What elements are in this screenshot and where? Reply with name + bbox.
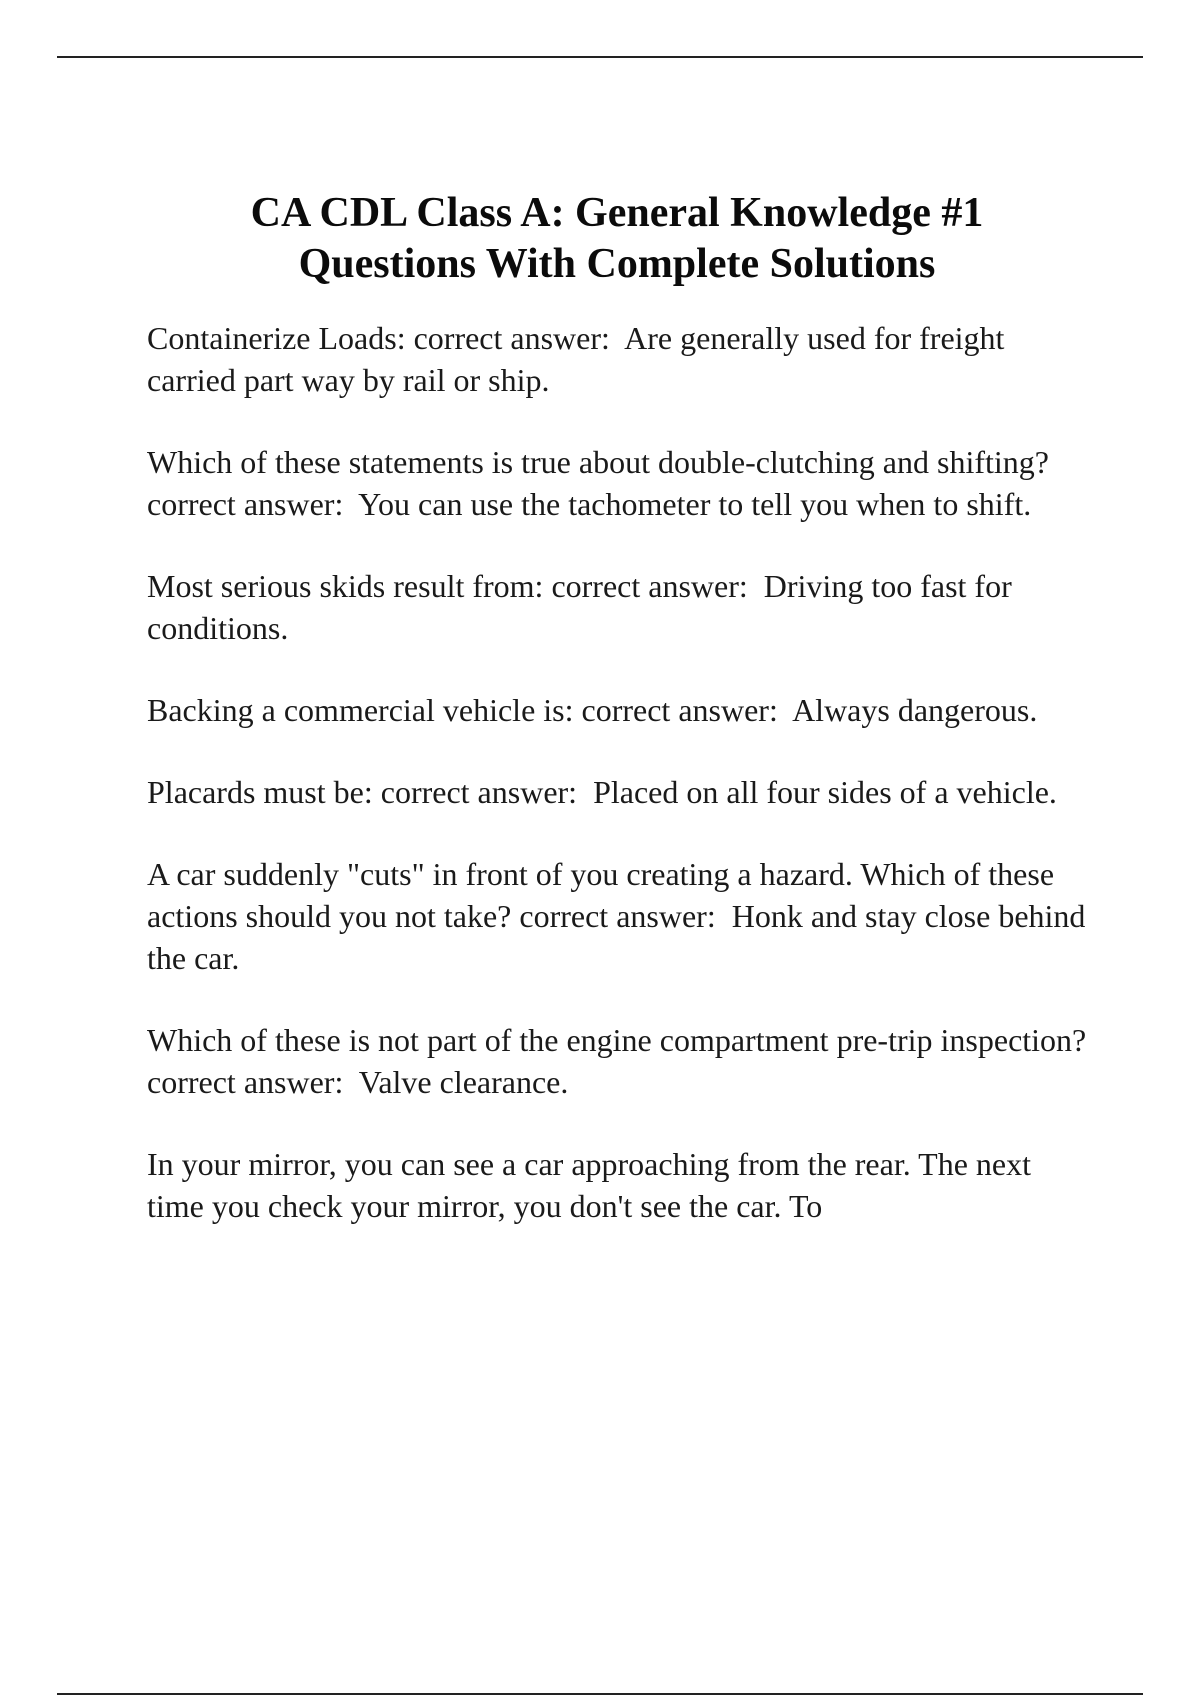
title-line-2: Questions With Complete Solutions bbox=[298, 241, 936, 287]
question-text: Most serious skids result from: bbox=[147, 568, 544, 604]
qa-entry bbox=[147, 853, 1094, 979]
bottom-rule bbox=[57, 1693, 1143, 1695]
qa-list bbox=[147, 317, 1094, 1227]
qa-entry-truncated bbox=[147, 1143, 1087, 1227]
question-text: Which of these statements is true about double-clutching and shifting? bbox=[147, 444, 1049, 480]
answer-text: Valve clearance. bbox=[358, 1064, 569, 1100]
question-text: Containerize Loads: bbox=[147, 320, 406, 356]
answer-marker: correct answer: bbox=[551, 568, 748, 604]
answer-text: Are generally used for freight carried part way by rail or ship. bbox=[147, 320, 1013, 398]
answer-marker: correct answer: bbox=[413, 320, 610, 356]
top-rule bbox=[57, 56, 1143, 58]
qa-entry bbox=[147, 689, 1087, 731]
qa-entry bbox=[147, 317, 1087, 401]
qa-entry bbox=[147, 771, 1087, 813]
answer-text: Placed on all four sides of a vehicle. bbox=[593, 774, 1057, 810]
answer-text: Always dangerous. bbox=[792, 692, 1038, 728]
qa-entry bbox=[147, 441, 1087, 525]
answer-marker: correct answer: bbox=[147, 486, 344, 522]
title-line-1: CA CDL Class A: General Knowledge #1 bbox=[250, 190, 984, 236]
document-page bbox=[147, 188, 1094, 1267]
qa-entry bbox=[147, 565, 1087, 649]
answer-marker: correct answer: bbox=[519, 898, 716, 934]
question-text: Which of these is not part of the engine compartment pre-trip inspection? bbox=[147, 1022, 1087, 1058]
qa-entry bbox=[147, 1019, 1087, 1103]
question-text: A car suddenly "cuts" in front of you creating a hazard. Which of these actions should you not take? bbox=[147, 856, 1063, 934]
answer-text: You can use the tachometer to tell you when to shift. bbox=[358, 486, 1032, 522]
question-text: Backing a commercial vehicle is: bbox=[147, 692, 574, 728]
question-text: Placards must be: bbox=[147, 774, 373, 810]
answer-marker: correct answer: bbox=[380, 774, 578, 810]
answer-marker: correct answer: bbox=[581, 692, 778, 728]
answer-text: Driving too fast for conditions. bbox=[147, 568, 1020, 646]
document-title bbox=[147, 188, 1087, 290]
answer-marker: correct answer: bbox=[147, 1064, 344, 1100]
trailing-question-text: In your mirror, you can see a car approaching from the rear. The next time you check your mirror, you don't see the car. To bbox=[147, 1146, 1039, 1224]
answer-text: Honk and stay close behind the car. bbox=[147, 898, 1094, 976]
